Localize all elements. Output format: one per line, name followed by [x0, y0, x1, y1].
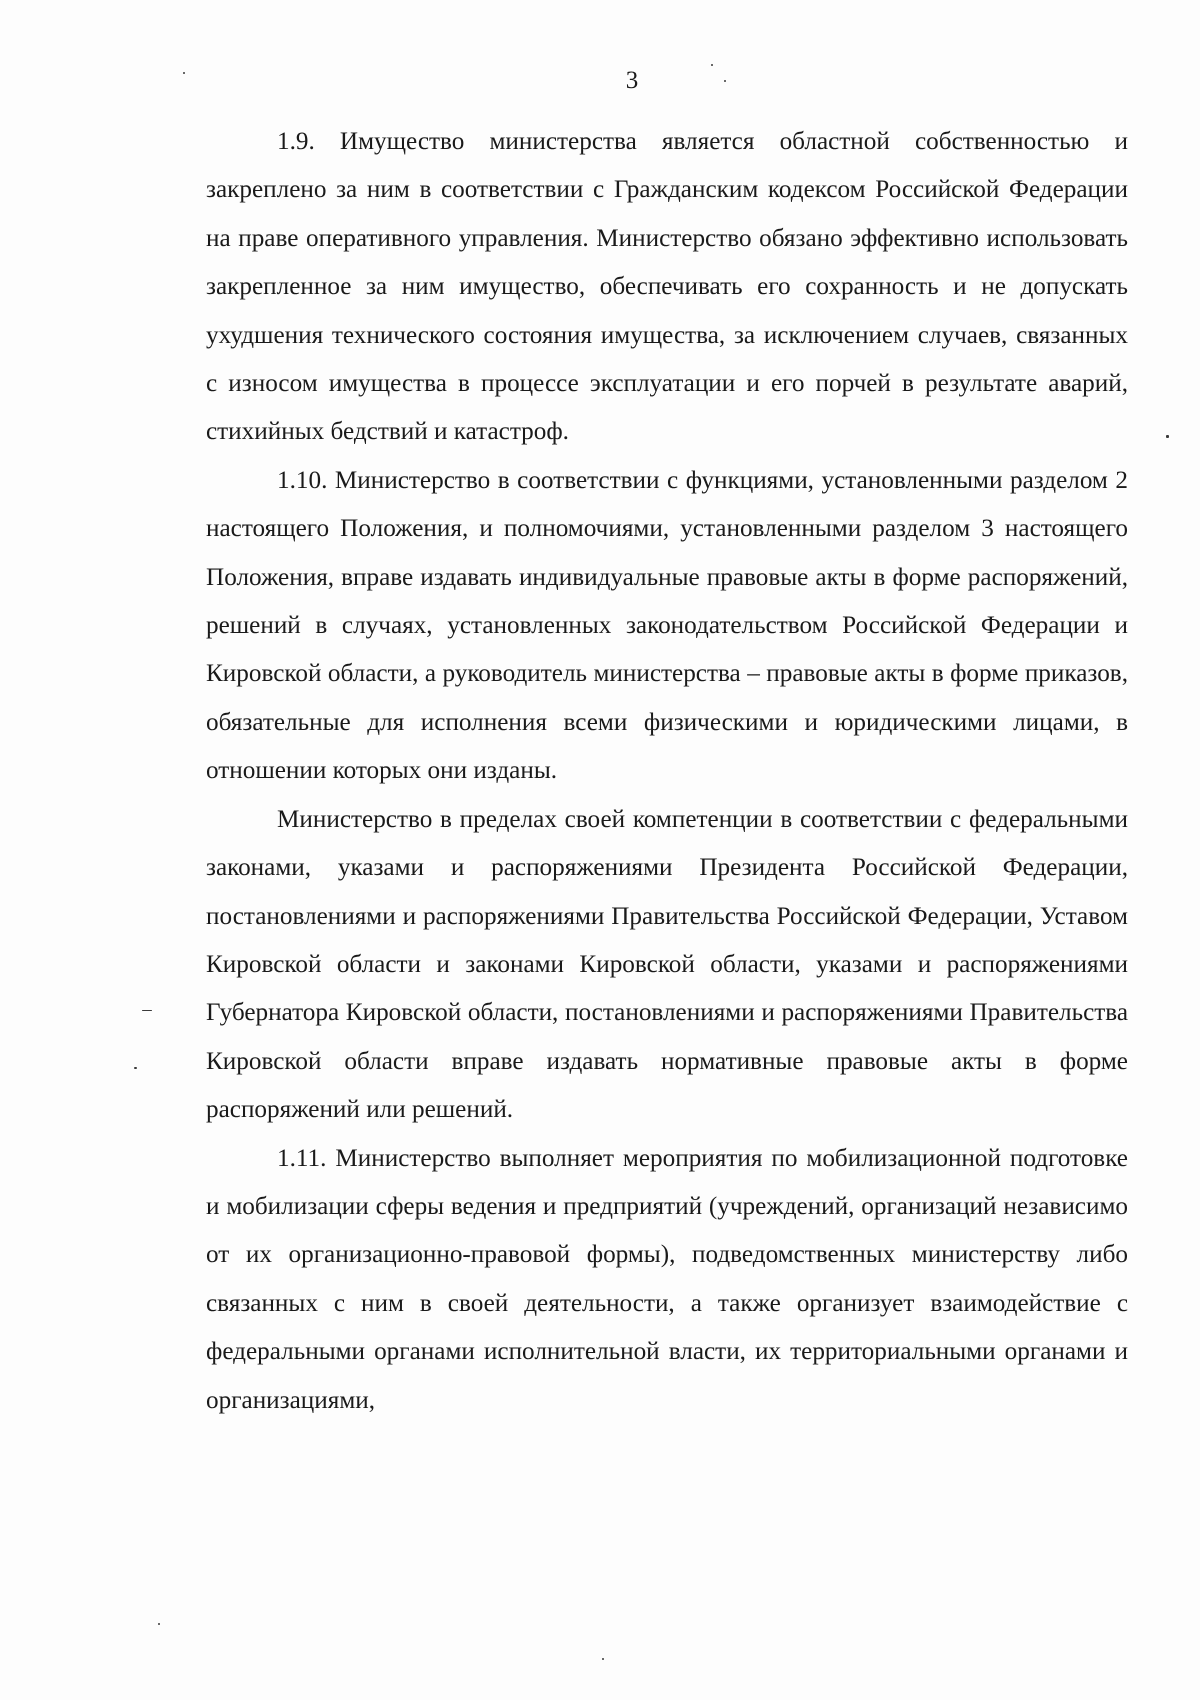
document-body [206, 118, 1128, 1425]
scan-speck [158, 1623, 160, 1625]
paragraph-1-9: 1.9. Имущество министерства является областной собственностью и закреплено за ним в соответствии с Гражданским кодексом Российской Федерации на праве оперативного управления. Министерство обязано эффективно использовать закрепленное за ним имущество, обеспечивать его сохранность и не допускать ухудшения технического состояния имущества, за исключением случаев, связанных с износом имущества в процессе эксплуатации и его порчей в результате аварий, стихийных бедствий и катастроф. [206, 128, 1128, 446]
paragraph-1-10: 1.10. Министерство в соответствии с функциями, установленными разделом 2 настоящего Положения, и полномочиями, установленными разделом 3 настоящего Положения, вправе издавать индивидуальные правовые акты в форме распоряжений, решений в случаях, установленных законодательством Российской Федерации и Кировской области, а руководитель министерства – правовые акты в форме приказов, обязательные для исполнения всеми физическими и юридическими лицами, в отношении которых они изданы. [206, 466, 1128, 785]
scan-speck [711, 64, 713, 66]
page-number: 3 [625, 67, 639, 94]
scan-speck [724, 80, 726, 82]
scan-speck [1166, 435, 1169, 438]
paragraph-1-10-continued: Министерство в пределах своей компетенции в соответствии с федеральными законами, указами и распоряжениями Президента Российской Федерации, постановлениями и распоряжениями Правительства Российской Федерации, Уставом Кировской области и законами Кировской области, указами и распоряжениями Губернатора Кировской области, постановлениями и распоряжениями Правительства Кировской области вправе издавать нормативные правовые акты в форме распоряжений или решений. [206, 805, 1128, 1124]
paragraph-1-11: 1.11. Министерство выполняет мероприятия по мобилизационной подготовке и мобилизации сферы ведения и предприятий (учреждений, организаций независимо от их организационно-правовой формы), подведомственных министерству либо связанных с ним в своей деятельности, а также организует взаимодействие с федеральными органами исполнительной власти, их территориальными органами и организациями, [206, 1144, 1128, 1414]
scan-speck [602, 1658, 604, 1660]
scan-speck [134, 1067, 137, 1069]
scan-speck [183, 72, 185, 74]
scan-speck [142, 1010, 152, 1011]
